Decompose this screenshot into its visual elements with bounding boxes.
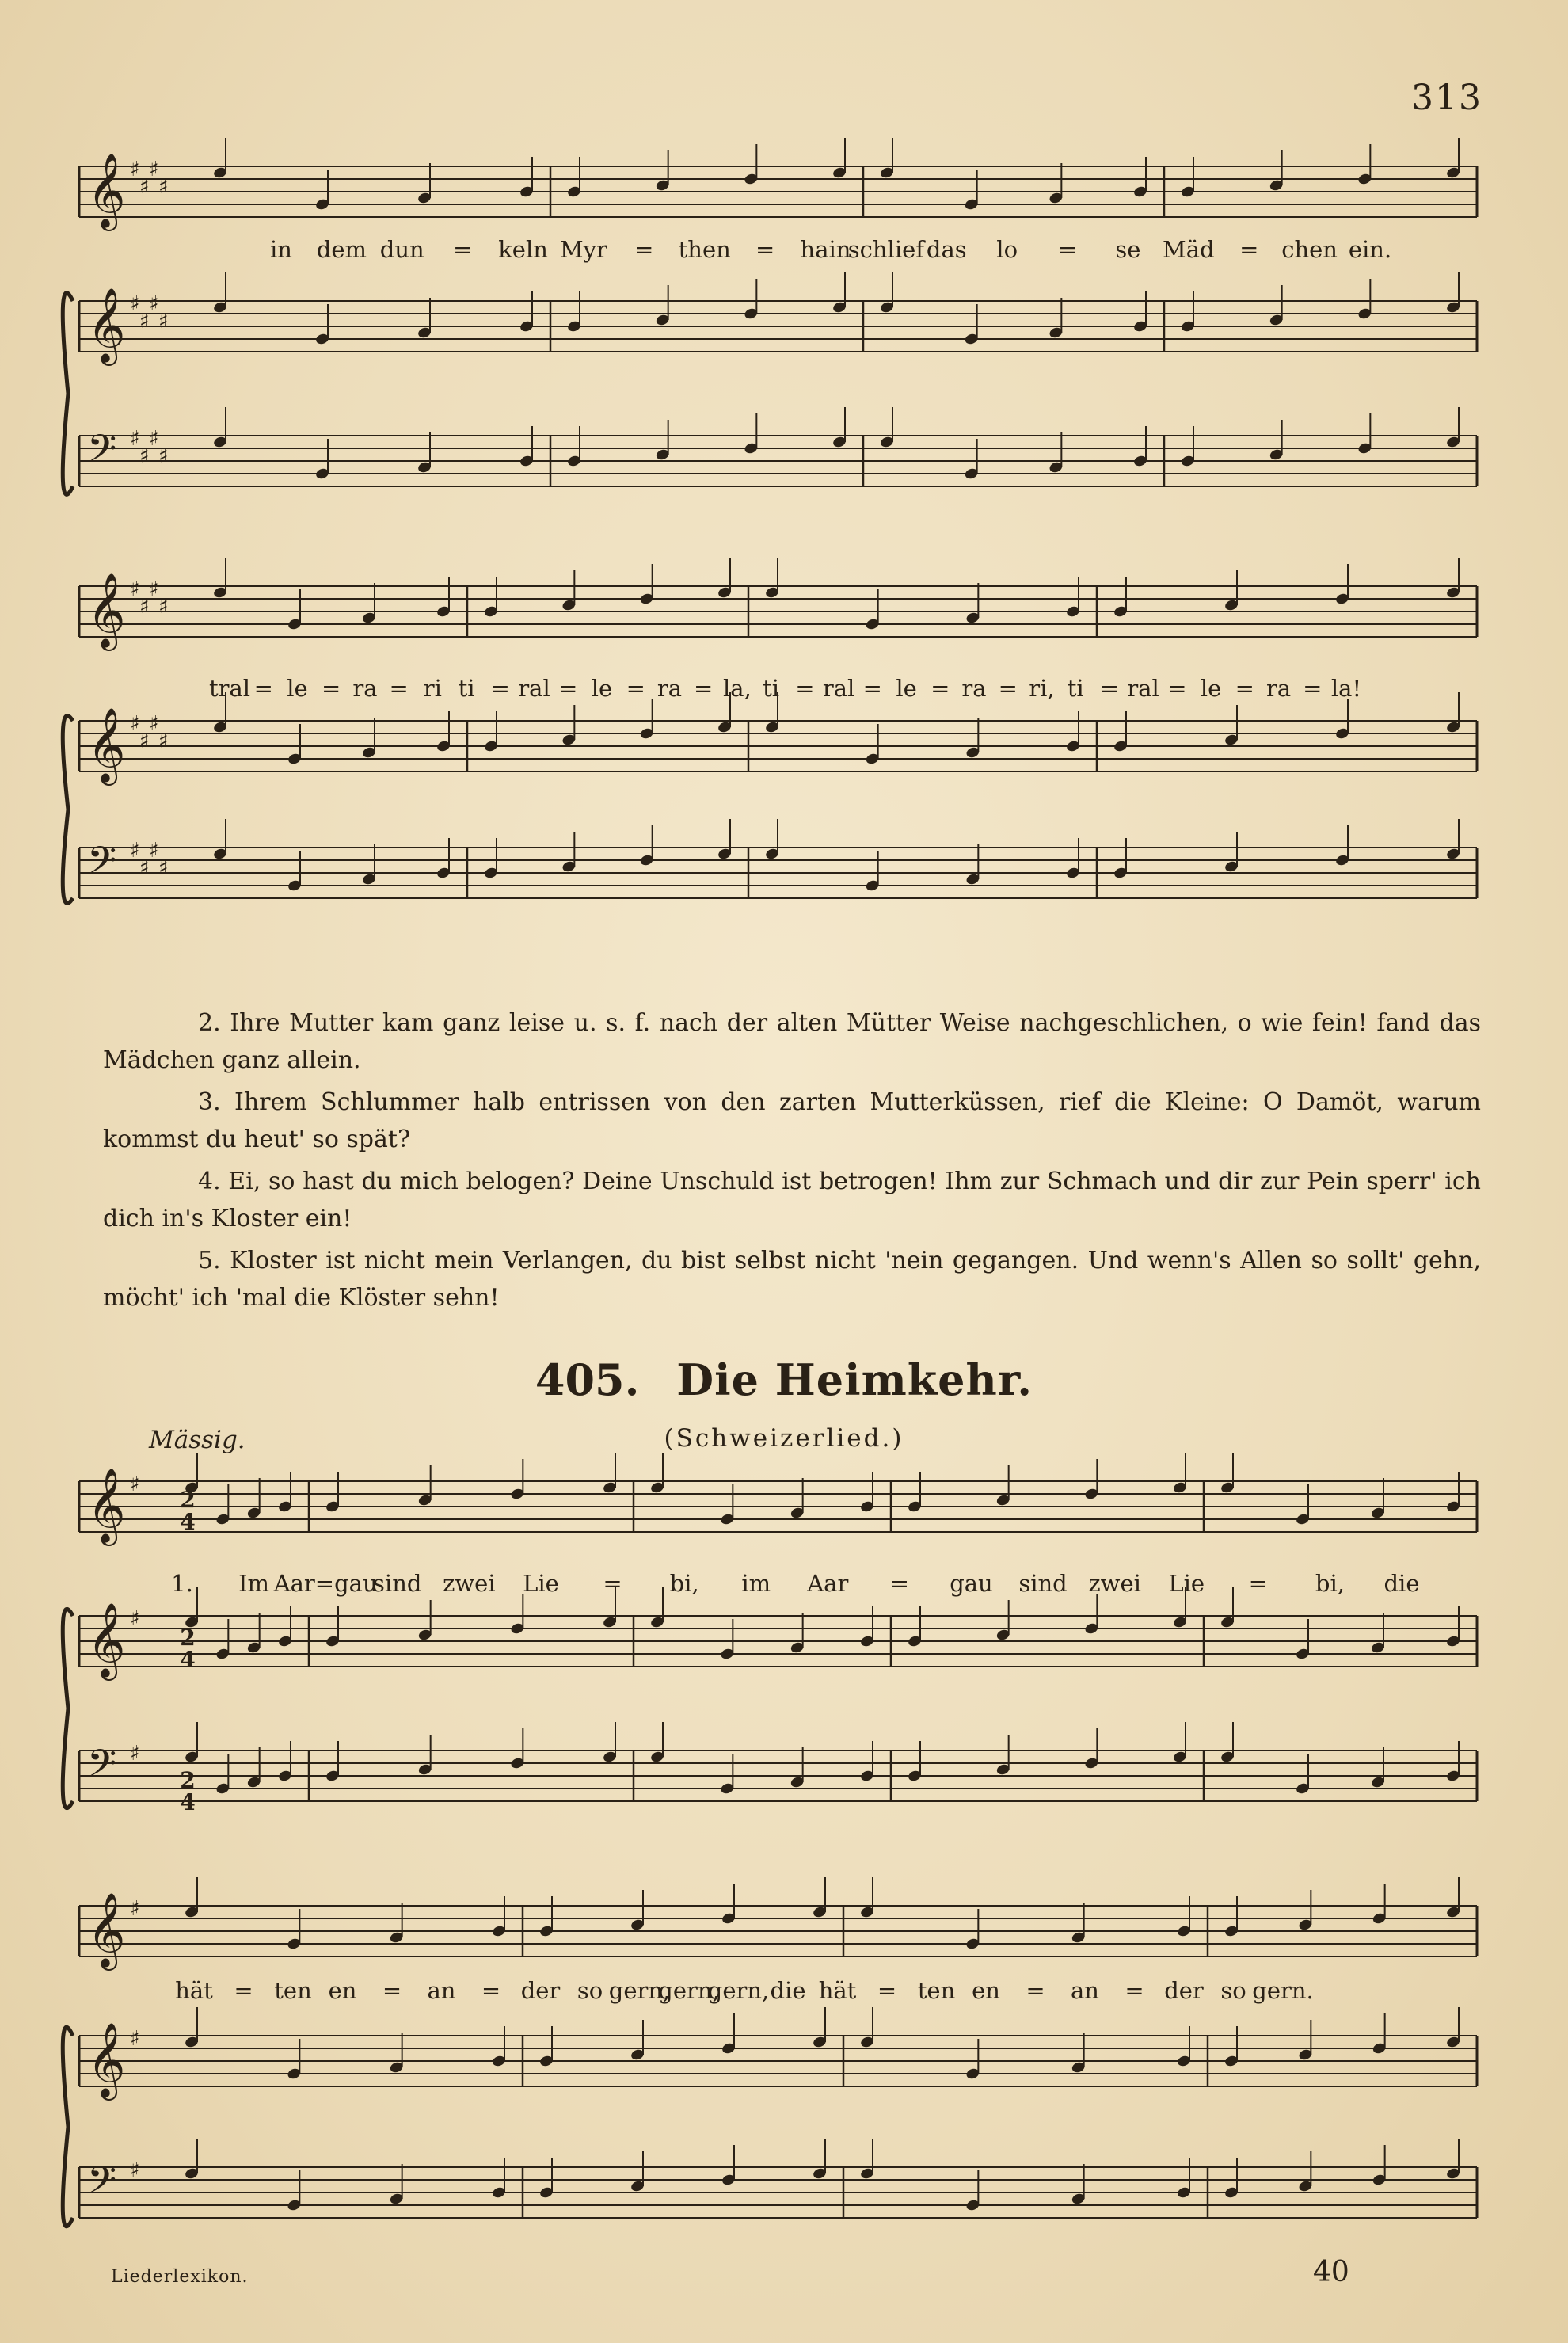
sharp-icon: ♯ <box>130 839 140 863</box>
sharp-icon: ♯ <box>139 444 150 468</box>
lyric-syllable: Myr <box>559 236 607 263</box>
hyphen: = <box>889 1570 910 1597</box>
time-sig-bottom: 4 <box>180 1647 196 1673</box>
sharp-icon: ♯ <box>130 1607 140 1631</box>
footer-sheet-number: 40 <box>1313 2256 1349 2288</box>
lyric-syllable: 1. <box>171 1570 193 1597</box>
time-signature <box>176 1627 200 1671</box>
hyphen: = <box>1026 1977 1045 2004</box>
lyric-syllable: in <box>270 236 292 263</box>
lyric-syllable: der <box>1164 1977 1204 2004</box>
lyric-syllable: gau <box>950 1570 993 1597</box>
lyrics-404-2 <box>0 675 1568 707</box>
sharp-icon: ♯ <box>130 1472 140 1496</box>
lyric-syllable: ral <box>518 675 550 702</box>
sharp-icon: ♯ <box>149 292 159 316</box>
sharp-icon: ♯ <box>149 839 159 863</box>
lyric-syllable: zwei <box>443 1570 496 1597</box>
hyphen: = <box>795 675 815 702</box>
time-sig-bottom: 4 <box>180 1509 196 1535</box>
lyric-syllable: le <box>591 675 613 702</box>
lyric-syllable: en <box>972 1977 1000 2004</box>
bass-clef-icon: 𝄢 <box>87 2158 117 2212</box>
hyphen: = <box>1239 236 1259 263</box>
lyric-syllable: se <box>1115 236 1141 263</box>
lyric-syllable: hät <box>818 1977 857 2004</box>
song-subtitle: (Schweizerlied.) <box>664 1424 904 1453</box>
lyric-syllable: Mäd <box>1163 236 1215 263</box>
sharp-icon: ♯ <box>130 1742 140 1766</box>
lyric-syllable: le <box>896 675 917 702</box>
lyric-syllable: ra <box>1265 675 1292 702</box>
treble-clef-icon: 𝄞 <box>87 2022 126 2097</box>
lyric-syllable: la! <box>1330 675 1362 702</box>
hyphen: = <box>1248 1570 1268 1597</box>
sharp-icon: ♯ <box>158 730 169 753</box>
time-signature <box>176 1767 200 1815</box>
sharp-icon: ♯ <box>130 158 140 181</box>
lyric-syllable: gern, <box>707 1977 770 2004</box>
lyric-syllable: sind <box>1018 1570 1068 1597</box>
lyric-syllable: chen <box>1281 236 1338 263</box>
hyphen: = <box>1167 675 1187 702</box>
time-sig-top: 2 <box>180 1625 196 1651</box>
song-name: Die Heimkehr. <box>676 1354 1033 1405</box>
brace-icon <box>63 716 73 904</box>
bass-clef-icon: 𝄢 <box>87 426 117 480</box>
lyric-syllable: die <box>1383 1570 1420 1597</box>
song-number: 405. <box>535 1354 640 1405</box>
hyphen: = <box>382 1977 402 2004</box>
lyric-syllable: le <box>287 675 308 702</box>
sharp-icon: ♯ <box>139 730 150 753</box>
lyric-syllable: hät <box>175 1977 213 2004</box>
hyphen: = <box>253 675 273 702</box>
lyric-syllable: ein. <box>1348 236 1392 263</box>
sharp-icon: ♯ <box>139 310 150 333</box>
system-405-2 <box>0 1869 1568 2273</box>
sharp-icon: ♯ <box>130 577 140 601</box>
sharp-icon: ♯ <box>130 712 140 736</box>
lyric-syllable: ti <box>1067 675 1084 702</box>
lyrics-404-1 <box>0 236 1568 268</box>
sharp-icon: ♯ <box>158 444 169 468</box>
system-405-1 <box>0 1457 1568 1838</box>
lyric-syllable: an <box>1071 1977 1099 2004</box>
verse-5: 5. Kloster ist nicht mein Verlangen, du bist selbst nicht 'nein gegangen. Und wenn's Allen so sollt' gehn, möcht' ich 'mal die Klöster sehn! <box>103 1247 1481 1312</box>
treble-clef-icon: 𝄞 <box>87 288 126 363</box>
hyphen: = <box>1125 1977 1144 2004</box>
lyric-syllable: gern, <box>658 1977 720 2004</box>
lyric-syllable: ra <box>657 675 683 702</box>
lyric-syllable: ti <box>763 675 780 702</box>
lyric-syllable: ti <box>458 675 475 702</box>
sharp-icon: ♯ <box>130 2158 140 2182</box>
lyric-syllable: ri, <box>1029 675 1055 702</box>
lyrics-405-2 <box>0 1977 1568 2009</box>
verse-2: 2. Ihre Mutter kam ganz leise u. s. f. nach der alten Mütter Weise nachgeschlichen, o wie fein! fand das Mädchen ganz allein. <box>103 1009 1481 1074</box>
lyric-syllable: dun <box>379 236 424 263</box>
lyric-syllable: sind <box>373 1570 422 1597</box>
system-404-1 <box>0 135 1568 562</box>
lyric-syllable: im <box>741 1570 771 1597</box>
lyric-syllable: so <box>1220 1977 1246 2004</box>
brace-icon <box>63 293 73 495</box>
hyphen: = <box>634 236 654 263</box>
hyphen: = <box>877 1977 897 2004</box>
lyric-syllable: la, <box>723 675 752 702</box>
hyphen: = <box>862 675 882 702</box>
treble-clef-icon: 𝄞 <box>87 1468 126 1543</box>
sharp-icon: ♯ <box>158 856 169 880</box>
lyric-syllable: die <box>770 1977 806 2004</box>
hyphen: = <box>694 675 714 702</box>
lyric-syllable: ral <box>822 675 855 702</box>
hyphen: = <box>1099 675 1120 702</box>
treble-clef-icon: 𝄞 <box>87 707 126 783</box>
sharp-icon: ♯ <box>149 712 159 736</box>
lyric-syllable: en <box>328 1977 357 2004</box>
lyric-syllable: ten <box>917 1977 956 2004</box>
lyric-syllable: bi, <box>669 1570 699 1597</box>
lyric-syllable: der <box>520 1977 561 2004</box>
hyphen: = <box>1057 236 1078 263</box>
lyric-syllable: Aar=gau <box>273 1570 378 1597</box>
lyric-syllable: ra <box>352 675 378 702</box>
lyric-syllable: keln <box>498 236 548 263</box>
lyric-syllable: ral <box>1127 675 1159 702</box>
time-sig-bottom: 4 <box>180 1789 196 1815</box>
lyric-syllable: an <box>427 1977 456 2004</box>
time-signature <box>176 1489 200 1533</box>
sharp-icon: ♯ <box>130 1897 140 1921</box>
sharp-icon: ♯ <box>130 292 140 316</box>
hyphen: = <box>490 675 510 702</box>
sharp-icon: ♯ <box>149 427 159 451</box>
treble-clef-icon: 𝄞 <box>87 153 126 228</box>
hyphen: = <box>931 675 950 702</box>
bass-clef-icon: 𝄢 <box>87 838 117 892</box>
lyric-syllable: ra <box>961 675 987 702</box>
lyrics-405-1 <box>0 1570 1568 1602</box>
tempo-marking: Mässig. <box>149 1426 245 1454</box>
lyric-syllable: so <box>577 1977 603 2004</box>
lyric-syllable: ri <box>423 675 442 702</box>
bass-clef-icon: 𝄢 <box>87 1741 117 1795</box>
hyphen: = <box>755 236 775 263</box>
lyric-syllable: le <box>1200 675 1222 702</box>
lyric-syllable: Lie <box>523 1570 559 1597</box>
hyphen: = <box>234 1977 253 2004</box>
lyric-syllable: bi, <box>1315 1570 1345 1597</box>
system-404-2 <box>0 573 1568 1006</box>
lyric-syllable: then <box>678 236 731 263</box>
sharp-icon: ♯ <box>130 427 140 451</box>
sharp-icon: ♯ <box>130 2027 140 2051</box>
sharp-icon: ♯ <box>139 856 150 880</box>
hyphen: = <box>322 675 341 702</box>
treble-clef-icon: 𝄞 <box>87 1602 126 1678</box>
hyphen: = <box>481 1977 501 2004</box>
lyric-syllable: schlief <box>847 236 924 263</box>
sharp-icon: ♯ <box>149 577 159 601</box>
time-sig-top: 2 <box>180 1487 196 1513</box>
lyric-syllable: ten <box>274 1977 312 2004</box>
sharp-icon: ♯ <box>149 158 159 181</box>
lyric-syllable: Aar <box>807 1570 849 1597</box>
hyphen: = <box>626 675 645 702</box>
hyphen: = <box>1303 675 1323 702</box>
lyric-syllable: gern, <box>608 1977 671 2004</box>
hyphen: = <box>389 675 409 702</box>
verse-block <box>103 1004 1481 1321</box>
hyphen: = <box>453 236 473 263</box>
treble-clef-icon: 𝄞 <box>87 573 126 648</box>
lyric-syllable: lo <box>996 236 1018 263</box>
sharp-icon: ♯ <box>158 595 169 619</box>
verse-3: 3. Ihrem Schlummer halb entrissen von den zarten Mutterküssen, rief die Kleine: O Damöt, warum kommst du heut' so spät? <box>103 1088 1481 1153</box>
sharp-icon: ♯ <box>139 175 150 199</box>
hyphen: = <box>558 675 578 702</box>
lyric-syllable: hain <box>800 236 851 263</box>
hyphen: = <box>603 1570 622 1597</box>
lyric-syllable: zwei <box>1088 1570 1141 1597</box>
lyric-syllable: Lie <box>1168 1570 1205 1597</box>
sharp-icon: ♯ <box>158 310 169 333</box>
song-title <box>0 1354 1568 1405</box>
sharp-icon: ♯ <box>158 175 169 199</box>
verse-4: 4. Ei, so hast du mich belogen? Deine Unschuld ist betrogen! Ihm zur Schmach und dir zur Pein sperr' ich dich in's Kloster ein! <box>103 1168 1481 1232</box>
footer-signature: Liederlexikon. <box>111 2267 249 2287</box>
lyric-syllable: gern. <box>1252 1977 1314 2004</box>
page-number: 313 <box>1411 78 1482 118</box>
hyphen: = <box>998 675 1018 702</box>
brace-icon <box>63 2027 73 2226</box>
lyric-syllable: dem <box>316 236 367 263</box>
lyric-syllable: tral <box>208 675 251 702</box>
hyphen: = <box>1235 675 1254 702</box>
time-sig-top: 2 <box>180 1767 196 1793</box>
lyric-syllable: das <box>926 236 967 263</box>
sharp-icon: ♯ <box>139 595 150 619</box>
treble-clef-icon: 𝄞 <box>87 1892 126 1968</box>
brace-icon <box>63 1609 73 1808</box>
lyric-syllable: Im <box>238 1570 270 1597</box>
